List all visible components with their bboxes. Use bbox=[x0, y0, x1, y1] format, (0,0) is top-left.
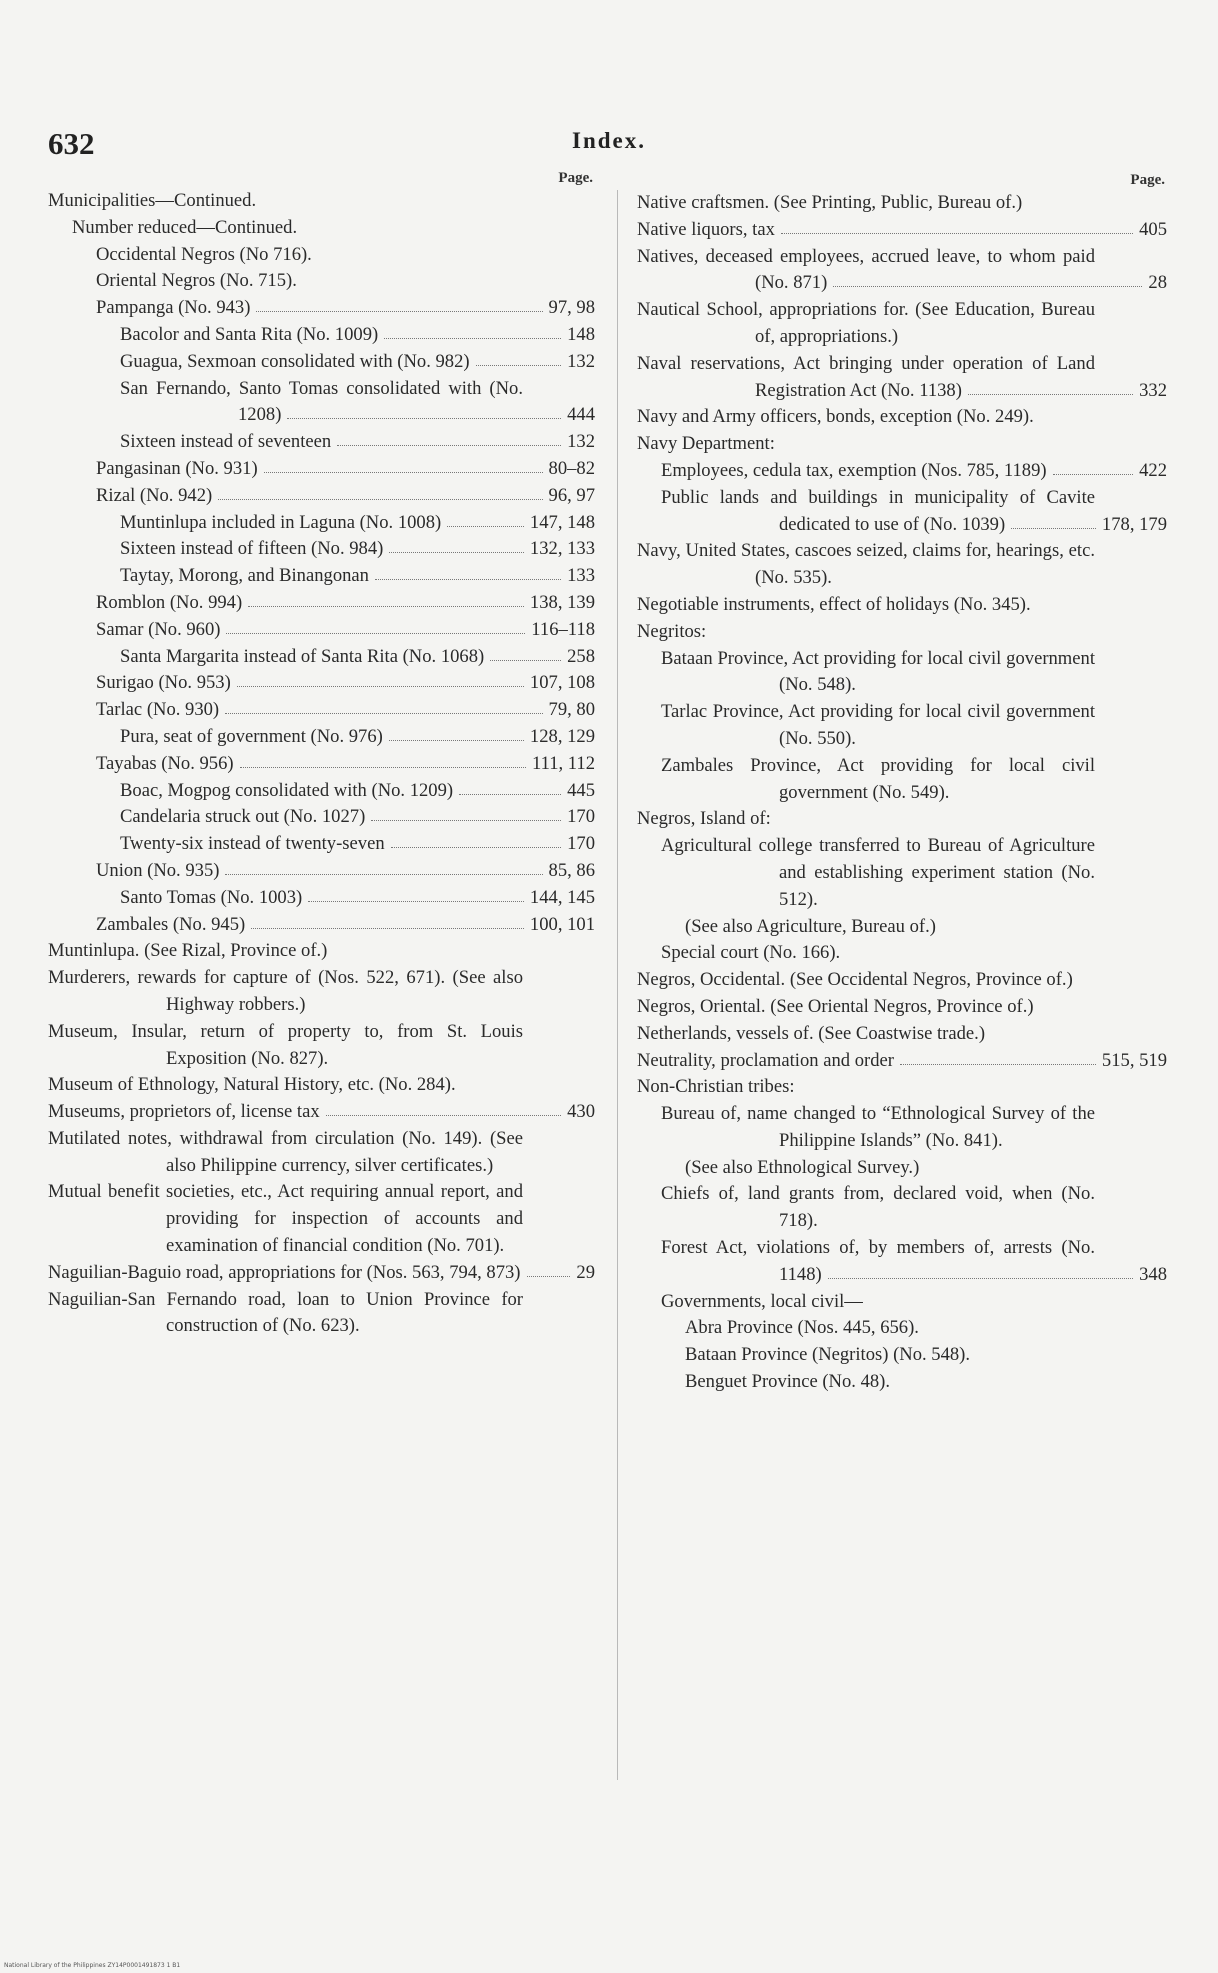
entry-text: Oriental Negros (No. 715). bbox=[96, 270, 297, 292]
entry-text: Governments, local civil— bbox=[661, 1290, 863, 1312]
entry-text: Taytay, Morong, and Binangonan bbox=[120, 565, 369, 587]
entry-text: Forest Act, violations of, by members of, arrests (No. 1148) bbox=[661, 1237, 1095, 1285]
index-entry bbox=[637, 297, 1167, 351]
index-entry bbox=[48, 670, 595, 697]
index-entry bbox=[637, 351, 1167, 405]
dot-leader bbox=[1053, 474, 1134, 475]
entry-text: (See also Agriculture, Bureau of.) bbox=[685, 915, 936, 937]
entry-page-ref: 444 bbox=[567, 404, 595, 426]
entry-page-ref: 422 bbox=[1139, 459, 1167, 481]
index-entry bbox=[637, 538, 1167, 592]
index-entry bbox=[48, 724, 595, 751]
entry-text: Muntinlupa. (See Rizal, Province of.) bbox=[48, 940, 328, 962]
index-entry bbox=[637, 1289, 1167, 1316]
index-entry bbox=[48, 1126, 595, 1180]
entry-text: Non-Christian tribes: bbox=[637, 1076, 795, 1098]
entry-text: Navy and Army officers, bonds, exception (No. 249). bbox=[637, 406, 1034, 428]
index-entry bbox=[637, 217, 1167, 244]
left-column bbox=[48, 170, 595, 1340]
entry-text: Bataan Province (Negritos) (No. 548). bbox=[685, 1344, 971, 1366]
dot-leader bbox=[447, 526, 524, 527]
entry-text: Zambales (No. 945) bbox=[96, 913, 246, 935]
index-entry bbox=[637, 190, 1167, 217]
entry-page-ref: 445 bbox=[567, 779, 595, 801]
index-entry bbox=[637, 1155, 1167, 1182]
entry-text: Negotiable instruments, effect of holidays (No. 345). bbox=[637, 593, 1031, 615]
index-entry bbox=[637, 431, 1167, 458]
index-entry bbox=[48, 188, 595, 215]
index-entry bbox=[637, 404, 1167, 431]
dot-leader bbox=[828, 1278, 1133, 1279]
entry-text: Negros, Oriental. (See Oriental Negros, Province of.) bbox=[637, 995, 1034, 1017]
dot-leader bbox=[384, 338, 561, 339]
index-entry bbox=[637, 244, 1167, 298]
entry-text: Number reduced—Continued. bbox=[72, 216, 298, 238]
entry-text: San Fernando, Santo Tomas consolidated with (No. 1208) bbox=[120, 377, 523, 426]
entry-text: Museums, proprietors of, license tax bbox=[48, 1101, 320, 1123]
entry-text: Samar (No. 960) bbox=[96, 618, 221, 640]
entry-page-ref: 132 bbox=[567, 350, 595, 372]
entry-text: Employees, cedula tax, exemption (Nos. 785, 1189) bbox=[661, 459, 1047, 481]
entry-page-ref: 332 bbox=[1139, 379, 1167, 401]
left-index-list bbox=[48, 188, 595, 1340]
index-entry bbox=[48, 322, 595, 349]
entry-text: Union (No. 935) bbox=[96, 859, 220, 881]
entry-text: Netherlands, vessels of. (See Coastwise trade.) bbox=[637, 1022, 986, 1044]
entry-text: Benguet Province (No. 48). bbox=[685, 1371, 891, 1393]
index-entry bbox=[48, 268, 595, 295]
entry-text: Native liquors, tax bbox=[637, 218, 775, 240]
entry-page-ref: 96, 97 bbox=[548, 484, 595, 506]
dot-leader bbox=[781, 233, 1133, 234]
entry-page-ref: 148 bbox=[567, 323, 595, 345]
entry-text: Pangasinan (No. 931) bbox=[96, 457, 258, 479]
entry-page-ref: 178, 179 bbox=[1101, 513, 1167, 535]
entry-text: Nautical School, appropriations for. (See Education, Bureau of, appropriations.) bbox=[637, 299, 1095, 347]
entry-text: Special court (No. 166). bbox=[661, 942, 841, 964]
index-entry bbox=[637, 1315, 1167, 1342]
dot-leader bbox=[264, 472, 543, 473]
dot-leader bbox=[490, 660, 561, 661]
index-entry bbox=[48, 510, 595, 537]
entry-page-ref: 80–82 bbox=[548, 457, 595, 479]
dot-leader bbox=[308, 901, 524, 902]
index-entry bbox=[637, 994, 1167, 1021]
page-column-label: Page. bbox=[1130, 172, 1165, 188]
index-entry bbox=[48, 242, 595, 269]
index-entry bbox=[48, 965, 595, 1019]
entry-page-ref: 170 bbox=[567, 806, 595, 828]
entry-text: Surigao (No. 953) bbox=[96, 672, 231, 694]
dot-leader bbox=[326, 1115, 561, 1116]
index-entry bbox=[48, 885, 595, 912]
entry-text: Negros, Island of: bbox=[637, 808, 771, 830]
index-entry bbox=[48, 563, 595, 590]
entry-page-ref: 97, 98 bbox=[548, 297, 595, 319]
page-column-label: Page. bbox=[558, 170, 593, 186]
entry-text: Boac, Mogpog consolidated with (No. 1209) bbox=[120, 779, 454, 801]
dot-leader bbox=[226, 633, 525, 634]
index-entry bbox=[48, 1099, 595, 1126]
dot-leader bbox=[968, 394, 1133, 395]
entry-text: Sixteen instead of seventeen bbox=[120, 431, 332, 453]
entry-text: Negritos: bbox=[637, 620, 707, 642]
index-entry bbox=[48, 1019, 595, 1073]
dot-leader bbox=[371, 820, 561, 821]
entry-text: Occidental Negros (No 716). bbox=[96, 243, 312, 265]
entry-text: Naval reservations, Act bringing under operation of Land Registration Act (No. 1138) bbox=[637, 352, 1095, 401]
entry-page-ref: 348 bbox=[1139, 1263, 1167, 1285]
entry-text: Navy Department: bbox=[637, 433, 775, 455]
entry-text: Zambales Province, Act providing for local civil government (No. 549). bbox=[661, 754, 1095, 803]
index-entry bbox=[637, 619, 1167, 646]
dot-leader bbox=[375, 579, 561, 580]
entry-page-ref: 515, 519 bbox=[1101, 1049, 1167, 1071]
index-entry bbox=[637, 1369, 1167, 1396]
dot-leader bbox=[225, 874, 542, 875]
dot-leader bbox=[527, 1276, 571, 1277]
entry-page-ref: 430 bbox=[567, 1101, 595, 1123]
entry-text: Natives, deceased employees, accrued leave, to whom paid (No. 871) bbox=[637, 245, 1095, 294]
index-entry bbox=[48, 295, 595, 322]
entry-text: Bataan Province, Act providing for local civil government (No. 548). bbox=[661, 647, 1095, 696]
entry-page-ref: 79, 80 bbox=[548, 699, 595, 721]
entry-text: Negros, Occidental. (See Occidental Negros, Province of.) bbox=[637, 969, 1073, 991]
index-entry bbox=[48, 349, 595, 376]
entry-page-ref: 132, 133 bbox=[529, 538, 595, 560]
dot-leader bbox=[256, 311, 542, 312]
entry-text: Agricultural college transferred to Bureau of Agriculture and establishing experiment station (No. 512). bbox=[661, 835, 1095, 910]
entry-page-ref: 28 bbox=[1148, 272, 1167, 294]
dot-leader bbox=[391, 847, 561, 848]
entry-text: Tayabas (No. 956) bbox=[96, 752, 234, 774]
scan-footer: National Library of the Philippines ZY14P0001491873 1 B1 bbox=[4, 1962, 181, 1969]
index-entry bbox=[637, 1074, 1167, 1101]
dot-leader bbox=[218, 499, 542, 500]
entry-text: Tarlac (No. 930) bbox=[96, 699, 220, 721]
entry-page-ref: 111, 112 bbox=[531, 752, 595, 774]
index-entry bbox=[637, 699, 1167, 753]
index-entry bbox=[48, 1287, 595, 1341]
index-entry bbox=[48, 483, 595, 510]
index-entry bbox=[48, 912, 595, 939]
entry-text: Naguilian-San Fernando road, loan to Union Province for construction of (No. 623). bbox=[48, 1288, 523, 1337]
column-divider bbox=[617, 190, 618, 1780]
page-number: 632 bbox=[48, 126, 95, 161]
entry-text: (See also Ethnological Survey.) bbox=[685, 1156, 920, 1178]
index-entry bbox=[637, 592, 1167, 619]
entry-page-ref: 128, 129 bbox=[529, 725, 595, 747]
entry-page-ref: 147, 148 bbox=[529, 511, 595, 533]
entry-page-ref: 258 bbox=[567, 645, 595, 667]
entry-text: Chiefs of, land grants from, declared void, when (No. 718). bbox=[661, 1183, 1095, 1232]
entry-page-ref: 170 bbox=[567, 833, 595, 855]
index-entry bbox=[48, 456, 595, 483]
entry-text: Twenty-six instead of twenty-seven bbox=[120, 833, 385, 855]
index-entry bbox=[48, 697, 595, 724]
dot-leader bbox=[225, 713, 542, 714]
entry-text: Bureau of, name changed to “Ethnological Survey of the Philippine Islands” (No. 841). bbox=[661, 1103, 1095, 1151]
page-title: Index. bbox=[572, 128, 646, 153]
index-entry bbox=[637, 1235, 1167, 1289]
dot-leader bbox=[237, 686, 524, 687]
entry-text: Municipalities—Continued. bbox=[48, 190, 257, 211]
index-entry bbox=[48, 617, 595, 644]
entry-text: Muntinlupa included in Laguna (No. 1008) bbox=[120, 511, 442, 533]
entry-text: Naguilian-Baguio road, appropriations for (Nos. 563, 794, 873) bbox=[48, 1261, 521, 1283]
entry-text: Neutrality, proclamation and order bbox=[637, 1049, 894, 1071]
entry-page-ref: 85, 86 bbox=[548, 859, 595, 881]
index-entry bbox=[48, 215, 595, 242]
entry-page-ref: 132 bbox=[567, 431, 595, 453]
entry-text: Pampanga (No. 943) bbox=[96, 297, 251, 319]
dot-leader bbox=[389, 552, 524, 553]
index-entry bbox=[48, 1260, 595, 1287]
dot-leader bbox=[240, 767, 526, 768]
entry-text: Museum, Insular, return of property to, from St. Louis Exposition (No. 827). bbox=[48, 1020, 523, 1069]
dot-leader bbox=[1011, 528, 1096, 529]
entry-text: Mutilated notes, withdrawal from circulation (No. 149). (See also Philippine currency, silver certificates.) bbox=[48, 1127, 523, 1176]
entry-page-ref: 138, 139 bbox=[529, 591, 595, 613]
index-entry bbox=[48, 536, 595, 563]
entry-page-ref: 144, 145 bbox=[529, 886, 595, 908]
index-entry bbox=[48, 1072, 595, 1099]
index-entry bbox=[637, 485, 1167, 539]
entry-text: Mutual benefit societies, etc., Act requiring annual report, and providing for inspection of accounts and examination of financial condition (No. 701). bbox=[48, 1181, 523, 1257]
entry-text: Abra Province (Nos. 445, 656). bbox=[685, 1317, 919, 1339]
index-entry bbox=[48, 644, 595, 671]
index-entry bbox=[48, 429, 595, 456]
entry-text: Sixteen instead of fifteen (No. 984) bbox=[120, 538, 384, 560]
right-column bbox=[637, 170, 1167, 1396]
entry-page-ref: 100, 101 bbox=[529, 913, 595, 935]
entry-text: Pura, seat of government (No. 976) bbox=[120, 725, 383, 747]
index-entry bbox=[637, 833, 1167, 913]
dot-leader bbox=[251, 928, 524, 929]
index-entry bbox=[637, 1101, 1167, 1155]
index-entry bbox=[637, 458, 1167, 485]
dot-leader bbox=[833, 286, 1142, 287]
index-entry bbox=[48, 831, 595, 858]
dot-leader bbox=[476, 365, 562, 366]
entry-page-ref: 133 bbox=[567, 565, 595, 587]
dot-leader bbox=[248, 606, 524, 607]
dot-leader bbox=[287, 418, 561, 419]
index-entry bbox=[637, 646, 1167, 700]
index-entry bbox=[48, 590, 595, 617]
index-entry bbox=[637, 753, 1167, 807]
dot-leader bbox=[900, 1064, 1096, 1065]
dot-leader bbox=[337, 445, 561, 446]
entry-page-ref: 29 bbox=[576, 1261, 595, 1283]
entry-page-ref: 405 bbox=[1139, 218, 1167, 240]
index-entry bbox=[48, 1179, 595, 1259]
index-entry bbox=[637, 1021, 1167, 1048]
entry-text: Public lands and buildings in municipality of Cavite dedicated to use of (No. 1039) bbox=[661, 486, 1095, 535]
index-entry bbox=[48, 858, 595, 885]
index-entry bbox=[48, 751, 595, 778]
dot-leader bbox=[389, 740, 524, 741]
index-entry bbox=[637, 914, 1167, 941]
entry-page-ref: 116–118 bbox=[531, 618, 595, 640]
entry-text: Bacolor and Santa Rita (No. 1009) bbox=[120, 323, 379, 345]
index-entry bbox=[48, 376, 595, 430]
index-entry bbox=[637, 940, 1167, 967]
index-entry bbox=[637, 967, 1167, 994]
entry-page-ref: 107, 108 bbox=[529, 672, 595, 694]
index-entry bbox=[48, 938, 595, 965]
entry-text: Santa Margarita instead of Santa Rita (No. 1068) bbox=[120, 645, 485, 667]
dot-leader bbox=[459, 794, 561, 795]
index-entry bbox=[48, 778, 595, 805]
right-index-list bbox=[637, 190, 1167, 1396]
entry-text: Rizal (No. 942) bbox=[96, 484, 213, 506]
index-entry bbox=[637, 1048, 1167, 1075]
entry-text: Guagua, Sexmoan consolidated with (No. 982) bbox=[120, 350, 470, 372]
index-entry bbox=[637, 806, 1167, 833]
entry-text: Native craftsmen. (See Printing, Public, Bureau of.) bbox=[637, 192, 1023, 213]
entry-text: Museum of Ethnology, Natural History, etc. (No. 284). bbox=[48, 1074, 456, 1096]
entry-text: Navy, United States, cascoes seized, claims for, hearings, etc. (No. 535). bbox=[637, 540, 1095, 589]
entry-text: Murderers, rewards for capture of (Nos. 522, 671). (See also Highway robbers.) bbox=[48, 967, 523, 1015]
entry-text: Tarlac Province, Act providing for local civil government (No. 550). bbox=[661, 701, 1095, 749]
index-entry bbox=[637, 1181, 1167, 1235]
entry-text: Candelaria struck out (No. 1027) bbox=[120, 806, 366, 828]
index-entry bbox=[637, 1342, 1167, 1369]
index-entry bbox=[48, 804, 595, 831]
entry-text: Santo Tomas (No. 1003) bbox=[120, 886, 303, 908]
entry-text: Romblon (No. 994) bbox=[96, 591, 243, 613]
